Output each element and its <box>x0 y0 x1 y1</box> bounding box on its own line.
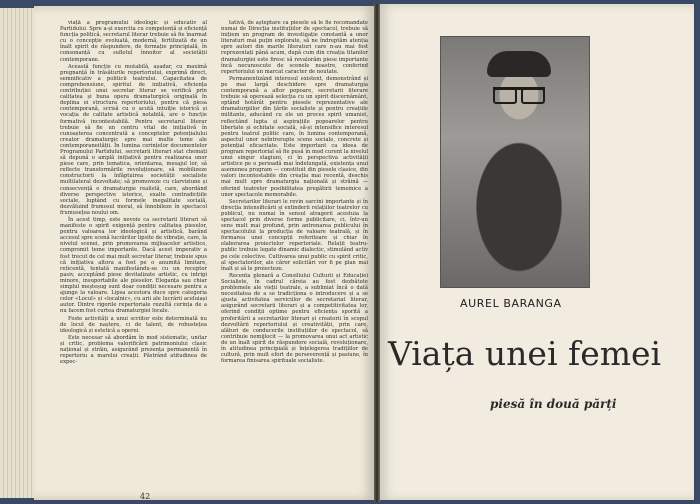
paragraph: viață a programului ideologic și educativ al Partidului. Spre a-și exercita cu competență și eficiență funcția politică, secretarul literar trebuie să fie înarmat cu o concepție evoluată, modernă, fertilizată de un înalt spirit de răspundere, de formație principială, în consonanță cu sufletul înnoitor al societății contemporane. <box>60 20 207 63</box>
text-column-2 <box>221 20 368 482</box>
text-column-1 <box>60 20 207 482</box>
paragraph: tativă, de așteptare ca piesele să le fie recomandate numai de Direcția instituțiilor de spectacol, trebuie să inițiem un program de investigație constantă a unor literaturi mai puțin explorate, să ne îndreptăm atenția spre autori din marile literaturi care n-au mai fost reprezentați până acum, după cum din creația titanilor dramaturgiei este firesc să revalorăm piese importante încă necunoscute de scenele noastre, conferind repertoriului un marcat caracter de noutate. <box>221 20 368 75</box>
left-page <box>34 6 374 500</box>
paragraph: Este necesar să abordăm în mod sistematic, unitar și critic, problema valorificării patrimoniului clasic național și străin, asigurând prezența permanentă în repertoriu a marelui creații. Păstrând atitudinea de expec- <box>60 334 207 366</box>
paragraph: Recenta plenară a Consiliului Culturii și Educației Socialiste, în cadrul căreia au fost dezbătute problemele ale vieții teatrale, a subliniat încă o dată necesitatea de a se tradicționa o introducere și a se ajusta activitatea serviciilor de secretariat literar, asigurând secretarii literari și a competitivitatea lor, oferind condiții optime pentru eficiența sporită a proferitării a secretarilor literari și creatorii în scopul dezvoltării repertoriului și creativității, prin care, alături de conducerile instituțiilor de spectacol, să contribuie nemijlocit — la promovarea unui act artistic de un înalt spirit de răspundere socială, revoluționare, în atitudinea principială și înțelegerea tradițiilor de cultură, prin mult efort de perseverență și pasiune, în formarea finisarea spirituale socialiste. <box>221 272 368 365</box>
paragraph: Permanentizând interesul existent, demonstrând și pe mai largă deschidere spre dramaturgia contemporană a altor popoare, secretarii literare trebuie să operează selecția cu un spirit discernământ, optând hotărât pentru piesele reprezentative ale dramaturgiilor din țările socialiste și pentru creațiile militante, aducând cu ele un proces spirit umanist, reflectând lupta și aspirațiile popoarelor pentru libertate și echitate socială, să-și intensifice interesul pentru teatrul politic care, în lumina contemporană, aspectul unor neîntrerupte scene sociale, concrete și potențial eficacitate. Este important ca ideea de program repertorial să fie pusă în mod curent la nivelul unui singur stagiuni, ci în perspectiva activității artistice pe o perioadă mai îndelungată, existența unui asemenea program — constituit din piesele clasice, din valori incontestabile din creația mai recentă, deschis mai mult spre dramaturgia națională și străină — oferind teatrelor posibilitatea pregătirii temeinice a unor spectacole memorabile. <box>221 75 368 198</box>
right-page <box>380 4 694 500</box>
play-subtitle: piesă în două părți <box>490 397 617 411</box>
author-portrait-photo <box>440 36 590 288</box>
paragraph: Secretarilor literari le revin sarcini importante și în direcția intensificării și extinderii relațiilor teatrelor cu publicul, nu numai în sensul atragerii acestuia la spectacol prin diverse forme publicitare, ci, într-un sens mult mai profund, prin antrenarea publicului în spectacolului la producția de valoare teatrală, și în formarea unei concepții referitoare și chiar în elaborarea proiectelor repertoriale. Relații teatru-public trebuie legate dinamic dialectic, stimulând activ pe cele colective. Cultivarea unui public cu spirit critic, al spectatorilor, ale căror solicitări vor fi pe plan mai înalt și să le proiecteze. <box>221 198 368 272</box>
paragraph: Această funcție cu mutabilă, așadar, cu maximă pregnanță în trăsăturile repertoriului, exprimă direct, semnificativ a politicii teatrului. Capacitatea de comprehensiune, spiritul de inițiativă, eficiența contribuției unui secretar literar se verifică prin calitatea și buna opera dramaturgică originală în deplina ei structura repertoriului, pentru că piesa contemporană, scrisă cu o acută intuiție istorică și vocația de calitate artistică notabilă, are o funcție formativă incontestabilă. Pentru secretarul literar trebuie să fie un centru vital de inițiativă în cunoașterea concentrată a conceptelor potențialului creator dramaturgic spre mai multe teme ale contemporaneității. În lumina cerințelor documentelor Programului Partidului, secretarii literari stat chemați să depună o amplă inițiativă pentru realizarea unor piese care, prin tematica, orientarea, mesajul lor, să reflecte transformările revoluționare, să mobilizeze constructorii la înfăptuirea societății socialiste multilateral dezvoltate; să promoveze cu clarviziune și consecvență o dramaturgie realistă, care, abordând diverse perspective istorice, exalte contradicțiile sociale, luptând cu formele inegalitate socială, dezvăluind frumosul moral, să înnobileze în spectacol frumusețea noului om. <box>60 63 207 216</box>
page-number: 42 <box>140 492 151 500</box>
author-name: AUREL BARANGA <box>460 297 562 310</box>
portrait-hair <box>487 51 551 77</box>
text-columns <box>60 20 368 482</box>
play-title: Viața unei femei <box>388 334 662 373</box>
page-edges <box>0 8 34 498</box>
paragraph: În acest timp, este nevoie ca secretarii literari să manifeste o spirit exigență pentru calitatea pieselor, pentru valoarea lor ideologică și artistică, barând accesul spre scenă lucrărilor lipsite de vibrație, care, la nivelul scenei, prin promovarea mijloacelor artistice, compromit teme importante. Dacă acest imperativ a fost trecut de cel mai mult secretar literar, trebuie spus că inițiativa altora a fost pe o anumită limitare, reticentă, tentată manifestându-se cu un receptor pasiv, acceptând piese devitalizate artistic, cu intrigi minore, insuportabile ale pieselor. Eleganța sau chiar simplul meșteșug sunt doar condiții necesare pentru a ajunge la valoare. Lipsa acestora duce spre categoria celor «Locul» și «localnic», cu arii ale lucrării aceluiași autor. Dintre rigorile repertoriale rezultă cerința de a nu facem fost curtea dramaturgiei locale. <box>60 217 207 315</box>
paragraph: Foste activități a unui scriitor este determinată nu de locul de naștere, ci de talent, de robustețea ideologică și estetică a operei. <box>60 315 207 334</box>
portrait-glasses <box>493 87 545 102</box>
